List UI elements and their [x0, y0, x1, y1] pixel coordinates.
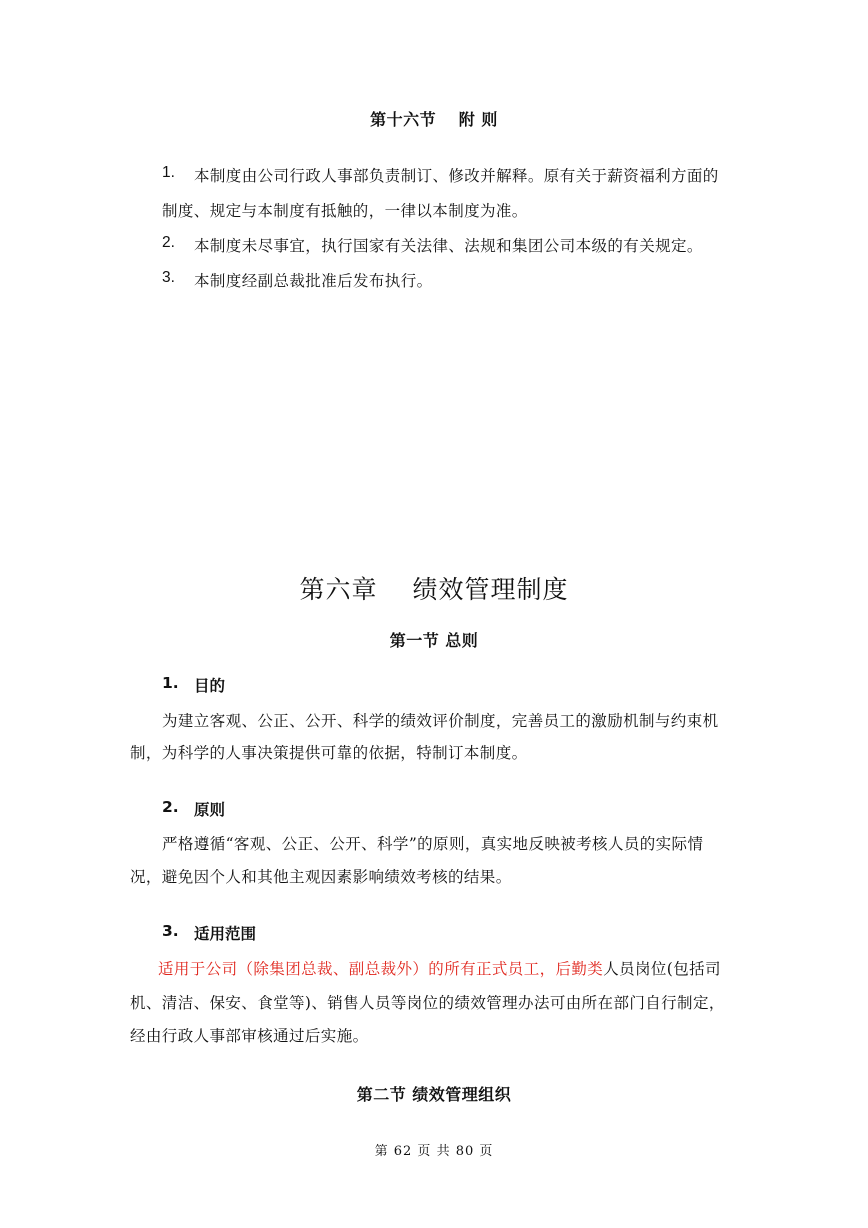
purpose-heading: 目的: [194, 677, 226, 695]
purpose-line1: 为建立客观、公正、公开、科学的绩效评价制度，完善员工的激励机制与约束机: [162, 712, 719, 730]
item-2-number: 2.: [162, 234, 175, 251]
page-footer: 第 62 页 共 80 页: [374, 1144, 494, 1159]
purpose-line2: 制，为科学的人事决策提供可靠的依据，特制订本制度。: [130, 744, 528, 762]
principle-number: 2.: [162, 798, 179, 816]
section-16-title: 第十六节 附 则: [370, 110, 498, 129]
section-2-title: 第二节 绩效管理组织: [356, 1085, 512, 1104]
scope-line3: 经由行政人事部审核通过后实施。: [130, 1027, 369, 1045]
chapter-title: 第六章 绩效管理制度: [299, 575, 569, 604]
item-1-line2: 制度、规定与本制度有抵触的，一律以本制度为准。: [162, 202, 528, 220]
section-1-title: 第一节 总则: [389, 631, 479, 650]
principle-heading: 原则: [194, 801, 226, 819]
scope-number: 3.: [162, 922, 179, 940]
item-1-number: 1.: [162, 164, 175, 181]
scope-line1-rest: 人员岗位(包括司: [603, 960, 721, 978]
item-3-text: 本制度经副总裁批准后发布执行。: [194, 272, 433, 290]
principle-line2: 况，避免因个人和其他主观因素影响绩效考核的结果。: [130, 868, 512, 886]
item-2-text: 本制度未尽事宜，执行国家有关法律、法规和集团公司本级的有关规定。: [194, 237, 703, 255]
item-1-line1: 本制度由公司行政人事部负责制订、修改并解释。原有关于薪资福利方面的: [194, 167, 719, 185]
scope-highlight: 适用于公司（除集团总裁、副总裁外）的所有正式员工，后勤类: [158, 960, 604, 978]
scope-line1: [158, 957, 721, 979]
principle-line1: 严格遵循“客观、公正、公开、科学”的原则，真实地反映被考核人员的实际情: [162, 835, 704, 853]
item-3-number: 3.: [162, 269, 175, 286]
scope-heading: 适用范围: [194, 925, 257, 943]
scope-line2: 机、清洁、保安、食堂等)、销售人员等岗位的绩效管理办法可由所在部门自行制定，: [130, 994, 725, 1012]
purpose-number: 1.: [162, 674, 179, 692]
